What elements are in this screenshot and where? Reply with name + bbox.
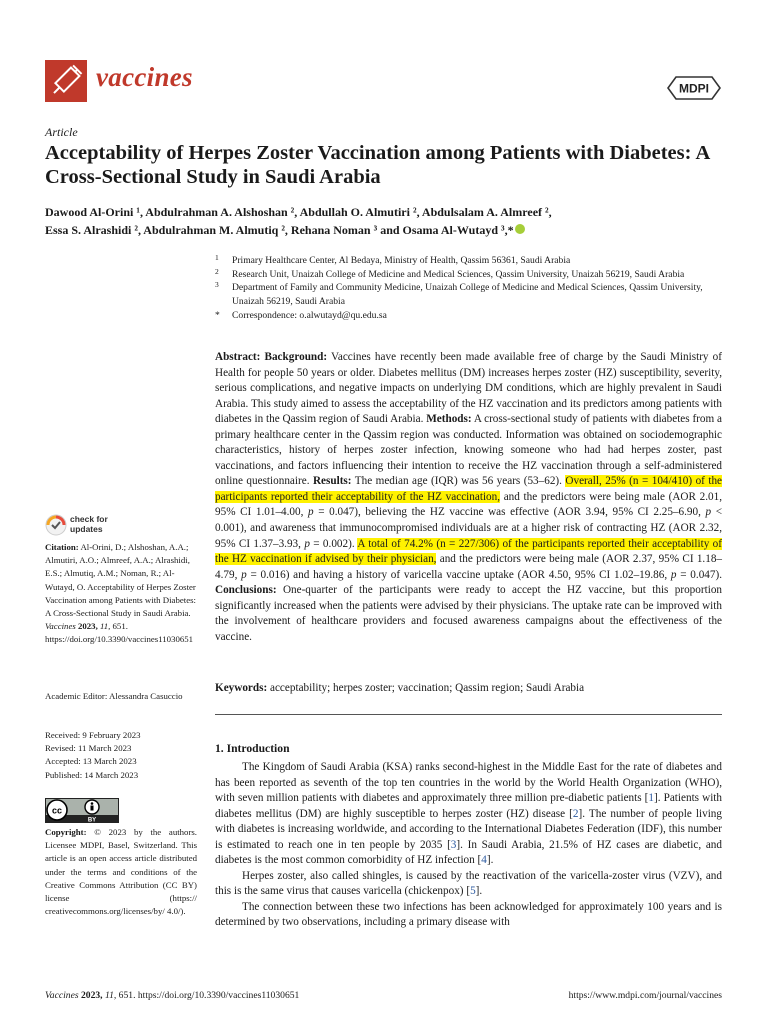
abstract-conclusions: One-quarter of the participants were ready to accept the HZ vaccine, but this proportion significantly increased when the patients were advised by their physicians. The uptake rate can be improved with the involvement of healthcare providers and focused awareness campaigns about the effectiveness of the vaccine. [215, 584, 723, 643]
paragraph-text: ]. [486, 854, 494, 866]
p-value-symbol: p [308, 506, 314, 519]
license-badge-text: BY [87, 817, 97, 823]
received-date: Received: 9 February 2023 [45, 730, 141, 740]
paragraph-text: ]. In Saudi Arabia, 21.5% of HZ cases are diabetic, and diabetes is the most common comorbidity of HZ infection [ [215, 838, 722, 866]
paragraph-text: ]. Patients with diabetes mellitus (DM) are highly susceptible to herpes zoster (HZ) disease [ [215, 792, 723, 820]
authors-line-1: Dawood Al-Orini ¹, Abdulrahman A. Alshoshan ², Abdullah O. Almutiri ², Abdulsalam A. Almreef ², [45, 205, 552, 219]
published-date: Published: 14 March 2023 [45, 769, 139, 780]
abstract-results-text: = 0.047), believing the HZ vaccine was effective (AOR 3.94, 95% CI 2.25–6.90, [318, 506, 701, 519]
check-for-updates-label[interactable] [70, 514, 108, 534]
footer-citation [45, 990, 299, 1001]
journal-logo [45, 60, 87, 102]
citation-volume: 11, [99, 621, 111, 632]
footer-year: 2023, [80, 990, 103, 1001]
affiliation-text: Research Unit, Unaizah College of Medicine and Medical Sciences, Qassim University, Unaizah 56219, Saudi Arabia [232, 268, 685, 280]
cc-by-license-icon[interactable] [45, 798, 119, 823]
affiliation-item [215, 268, 725, 282]
footer-journal: Vaccines [45, 990, 79, 1001]
section-heading: 1. Introduction [215, 742, 290, 755]
abstract-label: Abstract: [215, 351, 261, 363]
abstract-results-text: The median age (IQR) was 56 years (53–62). [354, 475, 562, 488]
article-type: Article [45, 125, 78, 139]
p-value-symbol: p [670, 568, 677, 581]
affiliation-number: 3 [215, 280, 219, 290]
citation-doi[interactable]: 651. https://doi.org/10.3390/vaccines11030651 [45, 621, 194, 645]
authors-line-2-text: Essa S. Alrashidi ², Abdulrahman M. Almutiq ², Rehana Noman ³ and Osama Al-Wutayd ³,* [45, 223, 514, 237]
citation-text: Al-Orini, D.; Alshoshan, A.A.; Almutiri, A.O.; Almreef, A.A.; Alrashidi, E.S.; Almutiq, A.M.; Noman, R.; Al-Wutayd, O. Acceptability of Herpes Zoster Vaccination among Patients with Diabetes: A Cross-Sectional Study in Saudi Arabia. [45, 542, 196, 619]
reference-link[interactable]: 5 [470, 885, 476, 897]
correspondence-text[interactable]: Correspondence: o.alwutayd@qu.edu.sa [232, 309, 387, 321]
publication-dates [45, 729, 197, 782]
academic-editor [45, 690, 197, 703]
correspondence-mark: * [215, 309, 220, 321]
highlighted-text: A total of 74.2% (n = 227/306) of the participants reported their acceptability of the HZ vaccination if advised by their physician, [215, 537, 722, 566]
citation-block [45, 541, 197, 647]
author-list [45, 203, 735, 239]
abstract-results-text: and the predictors were being male (AOR 2.01, 95% CI 1.01–4.00, [215, 490, 723, 519]
abstract [215, 350, 722, 645]
abstract-results-text: < 0.001), and awareness that immunocompromised individuals are at a higher risk of contracting HZ (AOR 2.32, 95% CI 1.37–3.93, [215, 506, 723, 550]
abstract-results-text: and the predictors were being male (AOR 2.37, 95% CI 1.18–4.79, [215, 553, 723, 581]
p-value-symbol: p [705, 506, 712, 519]
affiliation-item [215, 254, 725, 268]
journal-name: vaccines [96, 62, 193, 92]
p-value-symbol: p [241, 568, 247, 581]
introduction-body [215, 760, 722, 931]
publisher-name: MDPI [679, 81, 709, 96]
check-for-updates-icon[interactable] [45, 514, 67, 536]
reference-link[interactable]: 4 [481, 854, 487, 866]
affiliation-text: Department of Family and Community Medicine, Unaizah College of Medicine and Medical Sciences, Qassim University, Unaizah 56219, Saudi Arabia [232, 282, 703, 308]
results-label: Results: [312, 475, 352, 488]
background-label: Background: [264, 351, 328, 363]
copyright-text: © 2023 by the authors. Licensee MDPI, Basel, Switzerland. This article is an open access article distributed under the terms and conditions of the Creative Commons Attribution (CC BY) license (https:// creativecommons.org/licenses/by/ 4.0/). [45, 827, 198, 917]
citation-journal: Vaccines [45, 621, 76, 632]
footer-doi[interactable]: 651. https://doi.org/10.3390/vaccines11030651 [118, 990, 300, 1001]
citation-label: Citation: [45, 542, 79, 552]
conclusions-label: Conclusions: [215, 584, 277, 597]
affiliation-number: 2 [215, 266, 219, 276]
reference-link[interactable]: 1 [648, 792, 654, 804]
paragraph [215, 869, 722, 900]
paragraph-text: The Kingdom of Saudi Arabia (KSA) ranks second-highest in the Middle East for the rate of diabetes and has been reported as seventh of the top ten countries in the world by the World Health Organization (WHO), with seven million patients with diabetes and approximately three million pre-diabetic patients [ [215, 761, 722, 804]
paragraph-text: ]. The number of people living with diabetes is increasing worldwide, and according to the International Diabetes Federation (IDF), this number is estimated to reach one in ten people by 2035 [ [215, 807, 722, 851]
highlighted-text: Overall, 25% (n = 104/410) of the participants reported their acceptability of the HZ vaccination, [215, 475, 723, 503]
abstract-results-text: = 0.047). [680, 568, 723, 581]
editor-name: Alessandra Casuccio [109, 691, 183, 701]
paragraph-text: Herpes zoster, also called shingles, is caused by the reactivation of the varicella-zoster virus (VZV), and this is the same virus that causes varicella (chickenpox) [ [215, 869, 722, 897]
affiliation-item [215, 281, 725, 308]
methods-label: Methods: [426, 413, 472, 426]
keywords-label: Keywords: [215, 682, 268, 694]
revised-date: Revised: 11 March 2023 [45, 743, 132, 754]
accepted-date: Accepted: 13 March 2023 [45, 756, 137, 767]
abstract-results-text: = 0.002). [313, 537, 355, 550]
affiliation-text: Primary Healthcare Center, Al Bedaya, Ministry of Health, Qassim 56361, Saudi Arabia [232, 255, 571, 266]
footer-journal-url[interactable]: https://www.mdpi.com/journal/vaccines [568, 990, 722, 1001]
paragraph: The connection between these two infections has been acknowledged for approximately 100 years and is determined by two observations, including a primary disease with [215, 900, 722, 928]
abstract-results-text: = 0.016) and having a history of varicella vaccine uptake (AOR 4.50, 95% CI 1.02–19.86, [250, 568, 668, 581]
mdpi-logo [666, 76, 721, 100]
p-value-symbol: p [304, 537, 310, 550]
copyright-block [45, 826, 197, 918]
citation-year: 2023, [77, 621, 98, 632]
footer-volume: 11, [104, 990, 117, 1001]
abstract-methods: A cross-sectional study of patients with diabetes from a primary healthcare center in the Qassim region was conducted. Information was obtained on sociodemographic characteristics, history of herpes zoster infection, knowing someone who had had herpes zoster, past vaccinations, and factors influencing their intention to receive the HZ vaccination through a self-administered online questionnaire. [215, 413, 722, 488]
keywords-text: acceptability; herpes zoster; vaccination; Qassim region; Saudi Arabia [270, 682, 585, 694]
abstract-background: Vaccines have recently been made available free of charge by the Saudi Ministry of Health for people 50 years or older. Diabetes mellitus (DM) increases herpes zoster (HZ) susceptibility, severity, serious complications, and negative impacts on underlying DM conditions, which are highly prevalent in Saudi Arabia. This study aimed to assess the acceptability of the HZ vaccination and its predictors among patients with diabetes in the Qassim region of Saudi Arabia. [215, 351, 722, 426]
check-line-2: updates [70, 524, 103, 534]
divider [215, 714, 722, 715]
svg-text:cc: cc [51, 805, 63, 816]
affiliations [215, 254, 725, 323]
page-title: Acceptability of Herpes Zoster Vaccination among Patients with Diabetes: A Cross-Sectional Study in Saudi Arabia [45, 142, 710, 188]
editor-label: Academic Editor: [45, 691, 108, 701]
keywords [215, 681, 722, 697]
paragraph-text: ]. [475, 885, 483, 897]
check-line-1: check for [70, 514, 108, 524]
orcid-icon[interactable] [515, 224, 525, 234]
copyright-label: Copyright: [45, 827, 87, 837]
affiliation-number: 1 [215, 253, 219, 262]
authors-line-2 [45, 221, 735, 239]
reference-link[interactable]: 3 [450, 838, 457, 851]
paragraph [215, 760, 722, 869]
reference-link[interactable]: 2 [572, 807, 579, 820]
syringe-icon [45, 60, 87, 102]
correspondence [215, 309, 725, 323]
